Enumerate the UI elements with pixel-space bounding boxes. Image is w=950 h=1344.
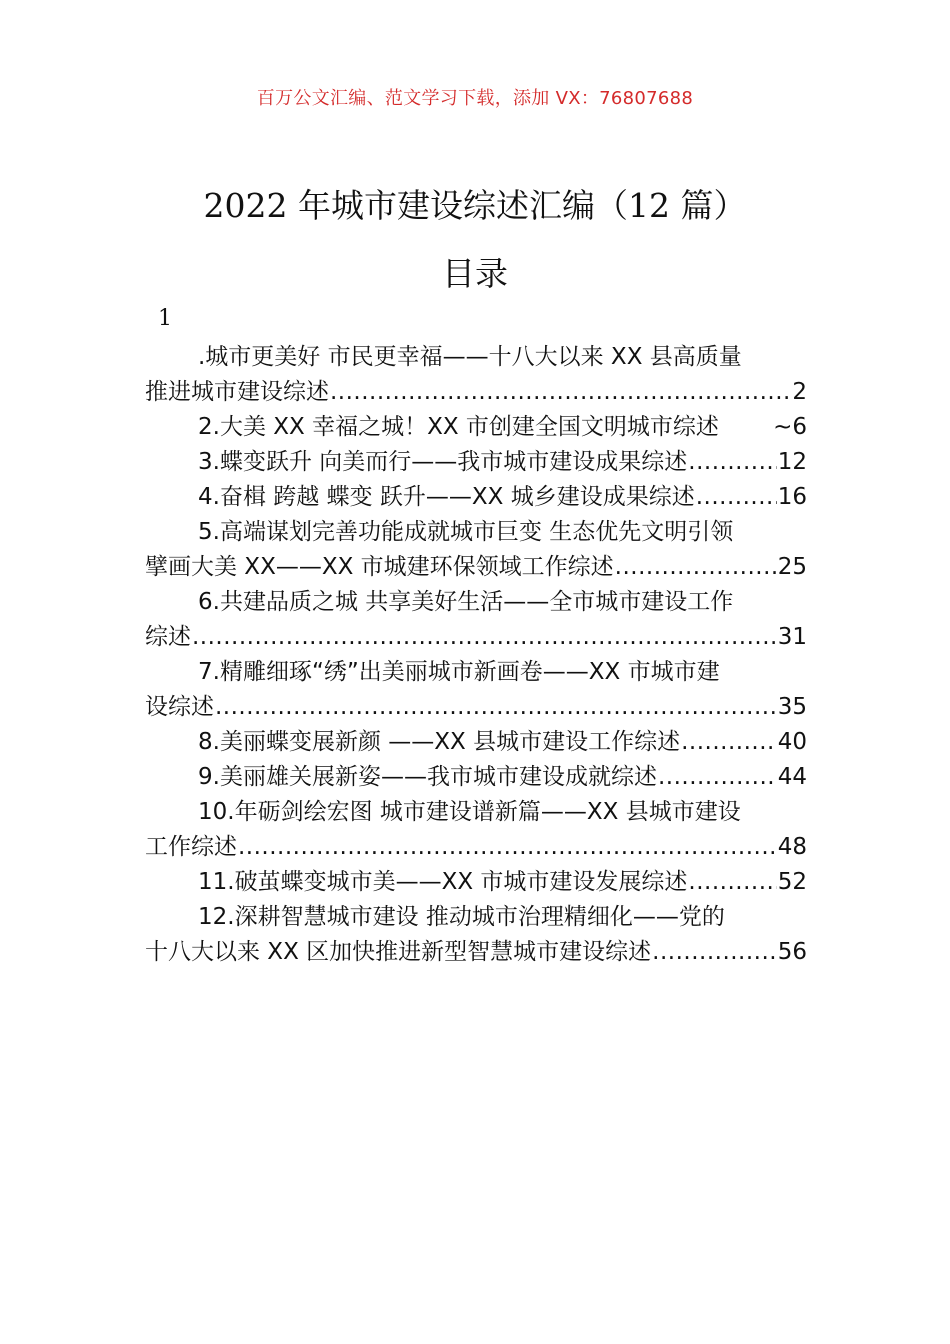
- dot-leader: [615, 550, 777, 585]
- dot-leader: [688, 445, 776, 480]
- toc-page-number: 25: [777, 554, 807, 580]
- toc-page-number: 35: [777, 694, 807, 720]
- toc-entry-title-line: [145, 585, 807, 620]
- toc-page-number: 12: [777, 449, 807, 475]
- dot-leader: [238, 830, 777, 865]
- toc-entry-10[interactable]: [145, 795, 807, 865]
- dot-leader: [696, 480, 777, 515]
- toc-entry-title: 9.美丽雄关展新姿——我市城市建设成就综述: [198, 764, 657, 790]
- toc-entry-title-cont: 擘画大美 XX——XX 市城建环保领域工作综述: [145, 554, 614, 580]
- dot-leader: [330, 375, 791, 410]
- toc-entry-continuation: [145, 620, 807, 655]
- toc-entry-title-line: [145, 795, 807, 830]
- list-number-marker: 1: [158, 306, 172, 331]
- header-promo-note: 百万公文汇编、范文学习下载，添加 VX：76807688: [256, 88, 694, 109]
- toc-entry-title: 3.蝶变跃升 向美而行——我市城市建设成果综述: [198, 449, 688, 475]
- toc-entry-title-cont: 设综述: [145, 694, 214, 720]
- toc-page-number: 56: [777, 939, 807, 965]
- document-title: 2022 年城市建设综述汇编（12 篇）: [203, 186, 747, 225]
- toc-entry-2[interactable]: [145, 410, 807, 445]
- toc-entry-title: 7.精雕细琢“绣”出美丽城市新画卷——XX 市城市建: [198, 659, 720, 685]
- toc-entry-title-line: [145, 900, 807, 935]
- toc-entry-title: .城市更美好 市民更幸福——十八大以来 XX 县高质量: [198, 344, 742, 370]
- toc-entry-8[interactable]: [145, 725, 807, 760]
- toc-entry-title-line: [145, 410, 807, 445]
- toc-entry-6[interactable]: [145, 585, 807, 655]
- toc-entry-title-cont: 工作综述: [145, 834, 237, 860]
- toc-entry-title: 2.大美 XX 幸福之城！XX 市创建全国文明城市综述: [198, 414, 719, 440]
- toc-entry-5[interactable]: [145, 515, 807, 585]
- toc-page-number: 52: [777, 869, 807, 895]
- toc-entry-continuation: [145, 830, 807, 865]
- table-of-contents: [145, 340, 807, 970]
- toc-entry-title-cont: 综述: [145, 624, 191, 650]
- toc-entry-title-line: [145, 760, 807, 795]
- toc-page-number: 6: [792, 414, 807, 440]
- toc-entry-7[interactable]: [145, 655, 807, 725]
- toc-entry-title: 10.年砺剑绘宏图 城市建设谱新篇——XX 县城市建设: [198, 799, 741, 825]
- toc-entry-title: 8.美丽蝶变展新颜 ——XX 县城市建设工作综述: [198, 729, 681, 755]
- toc-entry-title-cont: 推进城市建设综述: [145, 379, 329, 405]
- dot-leader: [652, 935, 777, 970]
- toc-entry-11[interactable]: [145, 865, 807, 900]
- toc-page-number: 2: [792, 379, 807, 405]
- toc-entry-title-line: [145, 340, 807, 375]
- toc-page-number: 31: [777, 624, 807, 650]
- toc-entry-title: 6.共建品质之城 共享美好生活——全市城市建设工作: [198, 589, 734, 615]
- toc-entry-continuation: [145, 375, 807, 410]
- toc-entry-1[interactable]: [145, 340, 807, 410]
- dot-leader: [192, 620, 777, 655]
- toc-entry-title-cont: 十八大以来 XX 区加快推进新型智慧城市建设综述: [145, 939, 652, 965]
- toc-entry-title: 12.深耕智慧城市建设 推动城市治理精细化——党的: [198, 904, 725, 930]
- dot-leader: [688, 865, 776, 900]
- toc-page-number: 40: [777, 729, 807, 755]
- toc-entry-continuation: [145, 690, 807, 725]
- toc-entry-title-line: [145, 480, 807, 515]
- toc-page-number: 44: [777, 764, 807, 790]
- toc-entry-title: 11.破茧蝶变城市美——XX 市城市建设发展综述: [198, 869, 688, 895]
- toc-entry-title: 5.高端谋划完善功能成就城市巨变 生态优先文明引领: [198, 519, 734, 545]
- toc-entry-title-line: [145, 725, 807, 760]
- toc-entry-title: 4.奋楫 跨越 蝶变 跃升——XX 城乡建设成果综述: [198, 484, 695, 510]
- toc-heading: 目录: [442, 254, 508, 293]
- dot-leader: [681, 725, 777, 760]
- toc-page-number: 48: [777, 834, 807, 860]
- toc-entry-title-line: [145, 865, 807, 900]
- toc-page-number: 16: [777, 484, 807, 510]
- toc-entry-12[interactable]: [145, 900, 807, 970]
- dot-leader: [215, 690, 777, 725]
- toc-entry-title-line: [145, 515, 807, 550]
- toc-entry-continuation: [145, 935, 807, 970]
- dot-leader: [658, 760, 777, 795]
- toc-entry-4[interactable]: [145, 480, 807, 515]
- toc-separator: ~: [773, 414, 793, 440]
- toc-entry-9[interactable]: [145, 760, 807, 795]
- toc-entry-3[interactable]: [145, 445, 807, 480]
- toc-entry-title-line: [145, 445, 807, 480]
- toc-entry-title-line: [145, 655, 807, 690]
- toc-entry-continuation: [145, 550, 807, 585]
